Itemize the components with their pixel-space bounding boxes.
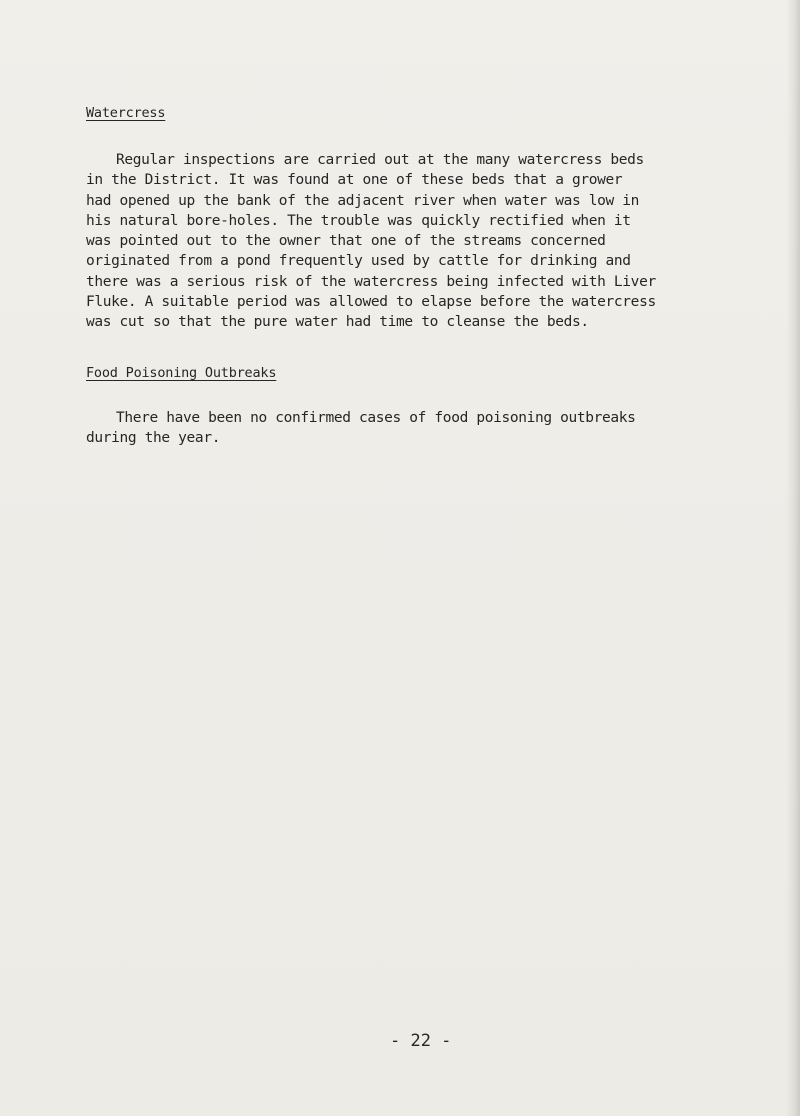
paragraph-line: Regular inspections are carried out at the many watercress beds: [116, 152, 644, 168]
paragraph-line: during the year.: [86, 430, 221, 447]
section-heading-food-poisoning: Food Poisoning Outbreaks: [86, 365, 277, 381]
paragraph-line: had opened up the bank of the adjacent river when water was low in: [86, 192, 640, 209]
paragraph-line: his natural bore-holes. The trouble was quickly rectified when it: [86, 212, 631, 229]
paragraph-line: in the District. It was found at one of these beds that a grower: [86, 172, 623, 189]
watercress-paragraph: [86, 150, 786, 333]
food-poisoning-paragraph: [86, 408, 786, 449]
page-edge-shadow: [786, 0, 800, 1116]
paragraph-line: originated from a pond frequently used by cattle for drinking and: [86, 253, 631, 270]
paragraph-line: was pointed out to the owner that one of the streams concerned: [86, 233, 606, 250]
paragraph-line: there was a serious risk of the watercress being infected with Liver: [86, 273, 656, 290]
paragraph-line: Fluke. A suitable period was allowed to elapse before the watercress: [86, 294, 656, 311]
section-heading-watercress: Watercress: [86, 105, 166, 121]
page-number: - 22 -: [390, 1031, 452, 1051]
paragraph-line: There have been no confirmed cases of food poisoning outbreaks: [116, 410, 636, 426]
paragraph-line: was cut so that the pure water had time to cleanse the beds.: [86, 314, 589, 331]
